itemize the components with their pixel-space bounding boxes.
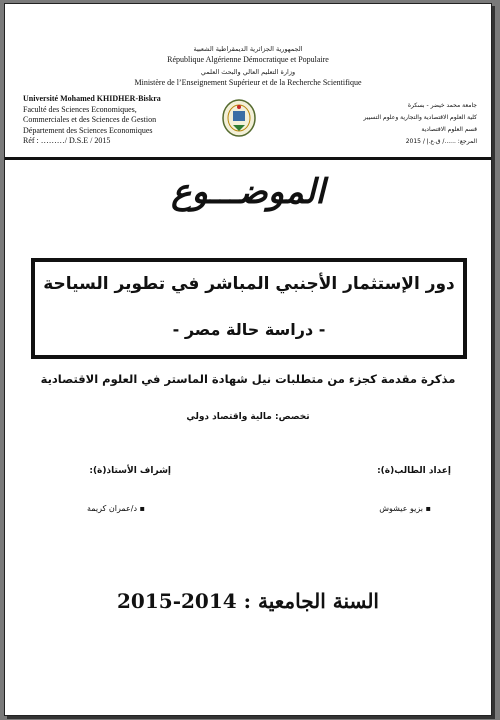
university-logo: [221, 98, 257, 138]
supervisor-label: إشراف الأستاذ(ة):: [89, 466, 171, 476]
department-fr: Département des Sciences Economiques: [23, 125, 153, 135]
ministry-french: Ministère de l’Enseignement Supérieur et de la Recherche Scientifique: [134, 78, 362, 87]
reference-ar: المرجع: ....../ ق.ع.إ / 2015: [405, 138, 477, 145]
specialty: تخصص: مالية واقتصاد دولي: [186, 412, 310, 422]
reference-fr: Réf : ………/ D.S.E / 2015: [23, 136, 111, 145]
prepared-by-label: إعداد الطالب(ة):: [377, 466, 451, 476]
bullet-icon: ▪: [137, 504, 145, 513]
university-name-ar: جامعة محمد خيضر - بسكرة: [407, 102, 477, 109]
republic-arabic: الجمهورية الجزائرية الديمقراطية الشعبية: [193, 45, 303, 53]
title-box: [31, 258, 467, 359]
thesis-subtitle: - دراسة حالة مصر -: [172, 320, 326, 339]
student-name-item: [379, 504, 431, 513]
department-ar: قسم العلوم الاقتصادية: [421, 126, 477, 133]
thesis-title: دور الإستثمار الأجنبي المباشر في تطوير السياحة: [43, 274, 455, 294]
memo-description: مذكرة مقدمة كجزء من متطلبات نيل شهادة الماستر في العلوم الاقتصادية: [40, 372, 456, 386]
document-page: [4, 3, 492, 716]
university-name-fr: Université Mohamed KHIDHER-Biskra: [23, 94, 161, 103]
academic-year: السنة الجامعية : 2014-2015: [117, 589, 379, 613]
supervisor-name: د/عمران كريمة: [86, 504, 138, 513]
faculty-line-fr: Faculté des Sciences Economiques,: [23, 104, 137, 114]
header-divider: [5, 157, 491, 160]
ministry-arabic: وزارة التعليم العالي والبحث العلمي: [200, 68, 296, 76]
bullet-icon: ▪: [423, 504, 431, 513]
supervisor-name-item: [87, 504, 145, 513]
university-french-block: [23, 94, 213, 147]
republic-french: République Algérienne Démocratique et Populaire: [167, 55, 329, 64]
university-arabic-block: [297, 100, 477, 148]
topic-heading: الموضـــوع: [171, 172, 325, 212]
faculty-ar: كلية العلوم الاقتصادية والتجارية وعلوم التسيير: [363, 114, 477, 121]
student-name: بزيو عيشوش: [379, 504, 424, 513]
faculty-line2-fr: Commerciales et des Sciences de Gestion: [23, 115, 157, 124]
